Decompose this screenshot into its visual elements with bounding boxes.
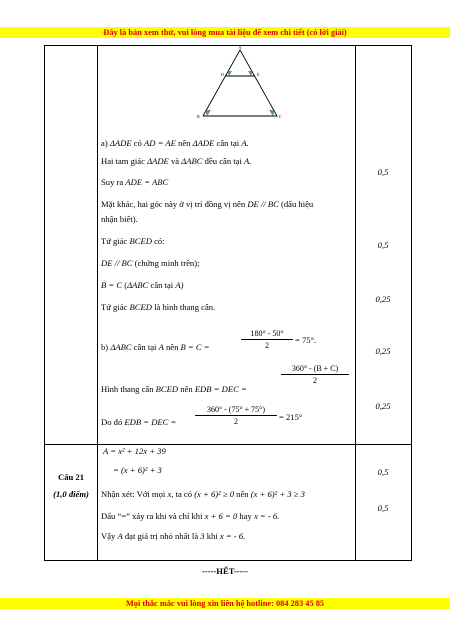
part-b-line-3: Do đó EDB = DEC = (101, 417, 177, 427)
figure-label-a: A (238, 46, 242, 50)
question-points: (1,0 điểm) (53, 489, 89, 499)
part-a-line-2: Hai tam giác ΔADE và ΔABC đều cân tại A. (101, 156, 252, 166)
part-a-line-3: Suy ra ADE = ABC (101, 177, 169, 187)
question-number: Câu 21 (57, 472, 85, 482)
score-7: 0,5 (377, 503, 389, 513)
figure-label-e: E (257, 72, 260, 77)
row-divider (45, 444, 411, 445)
part-a-line-5: nhận biết). (101, 214, 138, 224)
part-a-line-8: B = C (ΔABC cân tại A) (101, 280, 184, 290)
score-3: 0,25 (375, 294, 391, 304)
part-c-line-4: Dấu “=” xảy ra khi và chỉ khi x + 6 = 0 hay x = - 6. (101, 511, 280, 521)
part-c-line-2: = (x + 6)² + 3 (113, 465, 162, 475)
fraction-b2: 360° - (B + C) 2 (281, 364, 349, 385)
part-c-line-3: Nhận xét: Với mọi x, ta có (x + 6)² ≥ 0 nên (x + 6)² + 3 ≥ 3 (101, 489, 305, 499)
score-4: 0,25 (375, 346, 391, 356)
part-b-result-1: = 75°. (295, 335, 317, 345)
col-divider-1 (97, 46, 98, 560)
fraction-b1: 180° - 50° 2 (241, 329, 293, 350)
preview-banner: Đây là bản xem thử, vui lòng mua tài liệu để xem chi tiết (có lời giải) (0, 27, 450, 38)
score-1: 0,5 (377, 167, 389, 177)
triangle-figure (185, 46, 295, 124)
score-2: 0,5 (377, 240, 389, 250)
answer-table (44, 45, 412, 561)
fraction-b3: 360° - (75° + 75°) 2 (195, 405, 277, 426)
part-c-line-5: Vậy A đạt giá trị nhỏ nhất là 3 khi x = - 6. (101, 531, 246, 541)
part-a-line-6: Tứ giác BCED có: (101, 236, 165, 246)
score-6: 0,5 (377, 467, 389, 477)
part-b-line-1: b) ΔABC cân tại A nên B = C = (101, 342, 210, 352)
hotline-banner: Mọi thắc mắc vui lòng xin liên hệ hotline: 084 283 45 85 (0, 598, 450, 609)
figure-label-c: C (279, 114, 282, 119)
part-a-line-1: a) ΔADE có AD = AE nên ΔADE cân tại A. (101, 138, 249, 148)
part-a-line-9: Tứ giác BCED là hình thang cân. (101, 302, 216, 312)
part-b-result-3: = 215° (279, 412, 303, 422)
score-5: 0,25 (375, 401, 391, 411)
part-b-line-2: Hình thang cân BCED nên EDB = DEC = (101, 384, 247, 394)
part-a-line-7: DE // BC (chứng minh trên); (101, 258, 200, 268)
part-c-line-1: A = x² + 12x + 39 (103, 446, 166, 456)
end-marker: -----HẾT----- (202, 566, 248, 576)
part-a-line-4: Mặt khác, hai góc này ở vị trí đồng vị nên DE // BC (dấu hiệu (101, 199, 314, 209)
figure-label-d: D (221, 72, 224, 77)
figure-label-b: B (197, 114, 200, 119)
